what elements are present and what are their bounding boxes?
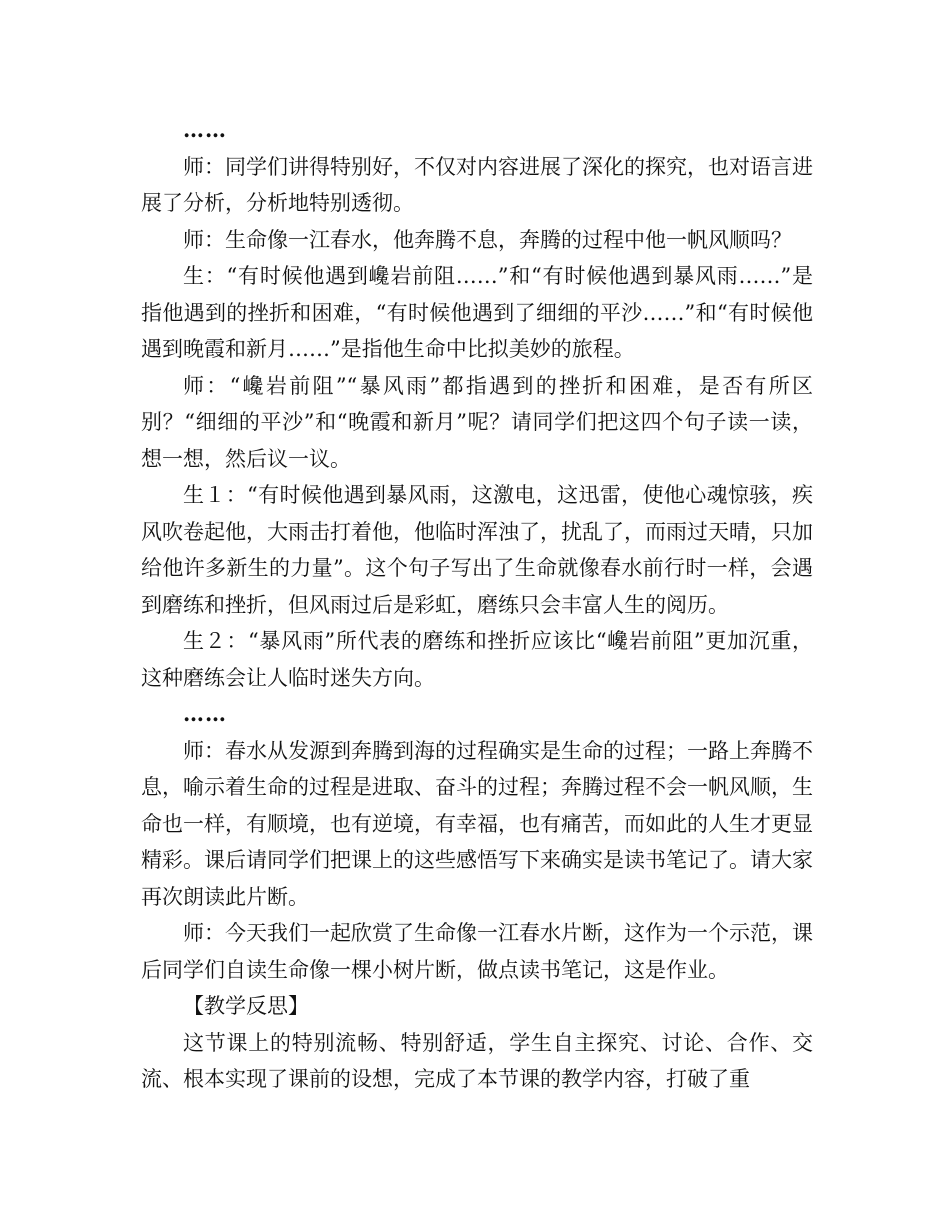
student-1-paragraph: 生１：“有时候他遇到暴风雨，这激电，这迅雷，使他心魂惊骇，疾风吹卷起他，大雨击打着他，他临时浑浊了，扰乱了，而雨过天晴，只加给他许多新生的力量”。这个句子写出了生命就像春水前行时一样，会遇到磨练和挫折，但风雨过后是彩虹，磨练只会丰富人生的阅历。 [141,483,813,617]
teacher-followup-paragraph: 师：“巉岩前阻”“暴风雨”都指遇到的挫折和困难，是否有所区别？“细细的平沙”和“晚霞和新月”呢？请同学们把这四个句子读一读，想一想，然后议一议。 [141,373,813,471]
ellipsis-paragraph: …… [183,701,227,726]
document-body [141,112,813,1098]
student-2-paragraph: 生２：“暴风雨”所代表的磨练和挫折应该比“巉岩前阻”更加沉重，这种磨练会让人临时迷失方向。 [141,629,813,690]
teacher-question-paragraph: 师：生命像一江春水，他奔腾不息，奔腾的过程中他一帆风顺吗？ [183,227,792,252]
teacher-praise-paragraph: 师：同学们讲得特别好，不仅对内容进展了深化的探究，也对语言进展了分析，分析地特别透彻。 [141,154,813,215]
reflection-paragraph: 这节课上的特别流畅、特别舒适，学生自主探究、讨论、合作、交流、根本实现了课前的设想，完成了本节课的教学内容，打破了重 [141,1030,813,1091]
section-heading-reflection: 【教学反思】 [183,994,309,1018]
ellipsis-paragraph: …… [183,117,227,142]
teacher-homework-paragraph: 师：今天我们一起欣赏了生命像一江春水片断，这作为一个示范，课后同学们自读生命像一棵小树片断，做点读书笔记，这是作业。 [141,921,813,982]
teacher-summary-paragraph: 师：春水从发源到奔腾到海的过程确实是生命的过程；一路上奔腾不息，喻示着生命的过程是进取、奋斗的过程；奔腾过程不会一帆风顺，生命也一样，有顺境，也有逆境，有幸福，也有痛苦，而如此的人生才更显精彩。课后请同学们把课上的这些感悟写下来确实是读书笔记了。请大家再次朗读此片断。 [141,738,813,909]
student-answer-paragraph: 生：“有时候他遇到巉岩前阻……”和“有时候他遇到暴风雨……”是指他遇到的挫折和困难，“有时候他遇到了细细的平沙……”和“有时候他遇到晚霞和新月……”是指他生命中比拟美妙的旅程。 [141,264,813,361]
